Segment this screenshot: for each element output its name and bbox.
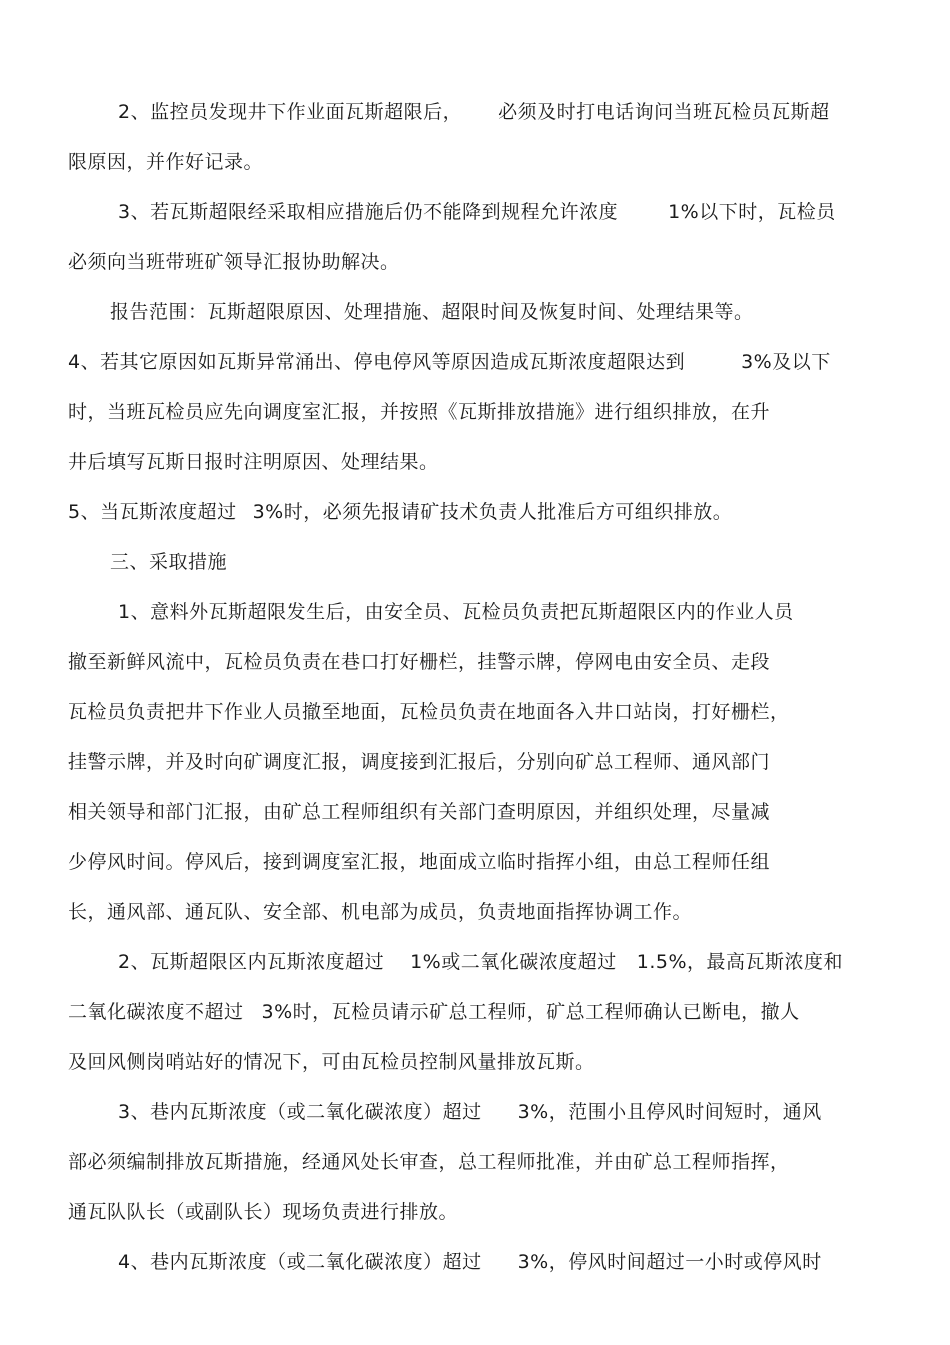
- text-segment: 挂警示牌，并及时向矿调度汇报，调度接到汇报后，分别向矿总工程师、通风部门: [68, 751, 771, 773]
- text-segment: 3%及以下: [741, 351, 831, 373]
- text-segment: 1.5%，最高瓦斯浓度和: [636, 951, 844, 973]
- text-segment: 报告范围：瓦斯超限原因、处理措施、超限时间及恢复时间、处理结果等。: [110, 301, 754, 323]
- text-segment: 瓦检员负责把井下作业人员撤至地面，瓦检员负责在地面各入井口站岗，打好栅栏，: [68, 701, 790, 723]
- text-line-18: [118, 950, 843, 974]
- text-segment: 1%或二氧化碳浓度超过: [410, 951, 617, 973]
- text-line-9: [68, 500, 732, 524]
- text-line-5: [110, 300, 754, 324]
- text-line-24: [118, 1250, 822, 1274]
- text-segment: 二氧化碳浓度不超过: [68, 1001, 244, 1023]
- text-segment: 通瓦队队长（或副队长）现场负责进行排放。: [68, 1201, 459, 1223]
- text-line-14: [68, 750, 770, 774]
- text-line-2: [68, 150, 263, 174]
- text-line-21: [118, 1100, 822, 1124]
- text-segment: 部必须编制排放瓦斯措施，经通风处长审查，总工程师批准，并由矿总工程师指挥，: [68, 1151, 790, 1173]
- text-line-16: [68, 850, 770, 874]
- text-segment: 井后填写瓦斯日报时注明原因、处理结果。: [68, 451, 439, 473]
- text-segment: 3%，停风时间超过一小时或停风时: [517, 1251, 822, 1273]
- text-line-4: [68, 250, 400, 274]
- text-line-23: [68, 1200, 458, 1224]
- text-line-22: [68, 1150, 790, 1174]
- text-segment: 3、若瓦斯超限经采取相应措施后仍不能降到规程允许浓度: [118, 201, 619, 223]
- text-segment: 3%时，瓦检员请示矿总工程师，矿总工程师确认已断电，撤人: [261, 1001, 800, 1023]
- text-line-11: [118, 600, 794, 624]
- text-segment: 4、若其它原因如瓦斯异常涌出、停电停风等原因造成瓦斯浓度超限达到: [68, 351, 686, 373]
- text-line-8: [68, 450, 439, 474]
- text-segment: 三、采取措施: [110, 551, 228, 573]
- text-segment: 必须及时打电话询问当班瓦检员瓦斯超: [498, 101, 830, 123]
- text-line-19: [68, 1000, 800, 1024]
- text-segment: 4、巷内瓦斯浓度（或二氧化碳浓度）超过: [118, 1251, 482, 1273]
- text-segment: 2、瓦斯超限区内瓦斯浓度超过: [118, 951, 385, 973]
- text-segment: 时，当班瓦检员应先向调度室汇报，并按照《瓦斯排放措施》进行组织排放，在升: [68, 401, 771, 423]
- text-segment: 3%，范围小且停风时间短时，通风: [517, 1101, 822, 1123]
- text-line-15: [68, 800, 770, 824]
- text-segment: 5、当瓦斯浓度超过: [68, 501, 237, 523]
- text-segment: 长，通风部、通瓦队、安全部、机电部为成员，负责地面指挥协调工作。: [68, 901, 693, 923]
- text-segment: 3%时，必须先报请矿技术负责人批准后方可组织排放。: [252, 501, 733, 523]
- text-segment: 2、监控员发现井下作业面瓦斯超限后，: [118, 101, 463, 123]
- text-segment: 必须向当班带班矿领导汇报协助解决。: [68, 251, 400, 273]
- text-segment: 及回风侧岗哨站好的情况下，可由瓦检员控制风量排放瓦斯。: [68, 1051, 595, 1073]
- text-segment: 少停风时间。停风后，接到调度室汇报，地面成立临时指挥小组，由总工程师任组: [68, 851, 771, 873]
- text-segment: 1、意料外瓦斯超限发生后，由安全员、瓦检员负责把瓦斯超限区内的作业人员: [118, 601, 794, 623]
- section-heading: [110, 550, 227, 574]
- text-line-3: [118, 200, 836, 224]
- text-line-6: [68, 350, 831, 374]
- text-segment: 1%以下时，瓦检员: [668, 201, 836, 223]
- text-line-12: [68, 650, 770, 674]
- text-line-1: [118, 100, 830, 124]
- text-line-13: [68, 700, 790, 724]
- text-segment: 撤至新鲜风流中，瓦检员负责在巷口打好栅栏，挂警示牌，停网电由安全员、走段: [68, 651, 771, 673]
- text-segment: 限原因，并作好记录。: [68, 151, 264, 173]
- text-segment: 相关领导和部门汇报，由矿总工程师组织有关部门查明原因，并组织处理，尽量减: [68, 801, 771, 823]
- text-line-17: [68, 900, 692, 924]
- text-line-20: [68, 1050, 595, 1074]
- text-line-7: [68, 400, 770, 424]
- text-segment: 3、巷内瓦斯浓度（或二氧化碳浓度）超过: [118, 1101, 482, 1123]
